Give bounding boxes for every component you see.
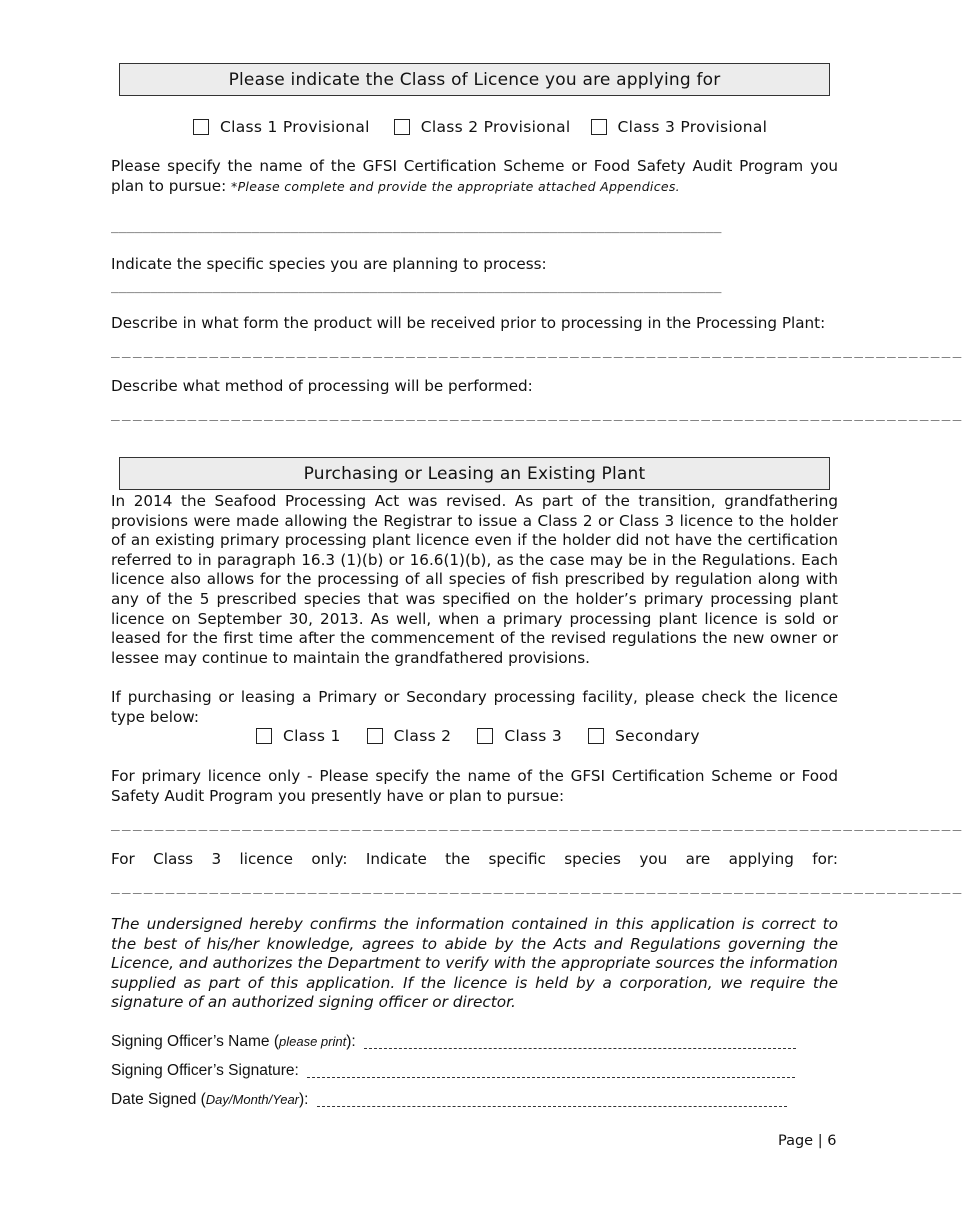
class2-provisional-checkbox[interactable] bbox=[394, 119, 410, 135]
gfsi-question-text: Please specify the name of the GFSI Certification Scheme or Food Safety Audit Program you plan to pursue: bbox=[111, 157, 838, 195]
officer-name-close: ): bbox=[346, 1033, 356, 1050]
product-form-label: Describe in what form the product will be received prior to processing in the Processing Plant: bbox=[111, 314, 826, 332]
class-provisional-options bbox=[193, 118, 767, 136]
species-label: Indicate the specific species you are planning to process: bbox=[111, 255, 547, 273]
class1-provisional-label: Class 1 Provisional bbox=[220, 118, 370, 136]
class1-provisional-checkbox[interactable] bbox=[193, 119, 209, 135]
secondary-checkbox[interactable] bbox=[588, 728, 604, 744]
secondary-label: Secondary bbox=[615, 727, 700, 745]
date-signed-field[interactable] bbox=[317, 1105, 787, 1107]
class2-provisional-label: Class 2 Provisional bbox=[420, 118, 571, 136]
species-answer-line[interactable]: ______________________________________________________________________________ bbox=[111, 279, 722, 294]
officer-name-row bbox=[111, 1033, 796, 1051]
date-signed-label: Date Signed ( bbox=[111, 1091, 206, 1108]
class-licence-header-text: Please indicate the Class of Licence you are applying for bbox=[228, 70, 721, 90]
page-number: Page | 6 bbox=[778, 1133, 837, 1149]
class2-label: Class 2 bbox=[393, 727, 452, 745]
officer-name-hint: please print bbox=[279, 1034, 347, 1049]
officer-signature-field[interactable] bbox=[307, 1076, 795, 1078]
primary-licence-answer-line[interactable]: ______________________________________________________________________________ bbox=[111, 815, 964, 831]
class3-provisional-label: Class 3 Provisional bbox=[617, 118, 768, 136]
class3-question: For Class 3 licence only: Indicate the specific species you are applying for: bbox=[111, 850, 838, 868]
purchasing-leasing-header-text: Purchasing or Leasing an Existing Plant bbox=[303, 464, 646, 484]
class1-provisional-option[interactable] bbox=[193, 118, 370, 136]
class2-option[interactable] bbox=[367, 727, 452, 745]
licence-type-options bbox=[256, 727, 700, 745]
officer-signature-label: Signing Officer’s Signature: bbox=[111, 1062, 299, 1079]
gfsi-question bbox=[111, 157, 838, 196]
processing-method-label: Describe what method of processing will be performed: bbox=[111, 377, 533, 395]
class-licence-header bbox=[119, 63, 830, 96]
secondary-option[interactable] bbox=[588, 727, 700, 745]
class3-answer-line[interactable]: ______________________________________________________________________________ bbox=[111, 878, 964, 894]
product-form-answer-line[interactable]: ______________________________________________________________________________ bbox=[111, 342, 964, 358]
grandfathering-paragraph: In 2014 the Seafood Processing Act was revised. As part of the transition, grandfathering provisions were made allowing the Registrar to issue a Class 2 or Class 3 licence to the holder of an existing primary processing plant licence even if the holder did not have the certification referred to in paragraph 16.3 (1)(b) or 16.6(1)(b), as the case may be in the Regulations. Each licence also allows for the processing of all species of fish prescribed by regulation along with any of the 5 prescribed species that was specified on the holder’s primary processing plant licence on September 30, 2013. As well, when a primary processing plant licence is sold or leased for the first time after the commencement of the revised regulations the new owner or lessee may continue to maintain the grandfathered provisions. bbox=[111, 492, 838, 667]
purchasing-leasing-header bbox=[119, 457, 830, 490]
gfsi-answer-line[interactable]: ______________________________________________________________________________ bbox=[111, 219, 722, 234]
class3-provisional-checkbox[interactable] bbox=[591, 119, 607, 135]
class3-checkbox[interactable] bbox=[477, 728, 493, 744]
class3-option[interactable] bbox=[477, 727, 562, 745]
primary-licence-question: For primary licence only - Please specify the name of the GFSI Certification Scheme or Food Safety Audit Program you presently have or plan to pursue: bbox=[111, 767, 838, 805]
date-signed-hint: Day/Month/Year bbox=[205, 1092, 299, 1107]
officer-name-label: Signing Officer’s Name ( bbox=[111, 1033, 279, 1050]
class1-option[interactable] bbox=[256, 727, 341, 745]
class3-label: Class 3 bbox=[504, 727, 563, 745]
date-signed-close: ): bbox=[299, 1091, 309, 1108]
licence-type-prompt: If purchasing or leasing a Primary or Secondary processing facility, please check the licence type below: bbox=[111, 688, 838, 726]
class2-checkbox[interactable] bbox=[367, 728, 383, 744]
gfsi-note: *Please complete and provide the appropriate attached Appendices. bbox=[231, 178, 680, 194]
processing-method-answer-line[interactable]: ______________________________________________________________________________ bbox=[111, 405, 964, 421]
class1-checkbox[interactable] bbox=[256, 728, 272, 744]
officer-name-field[interactable] bbox=[364, 1047, 796, 1049]
date-signed-row bbox=[111, 1091, 787, 1109]
class3-provisional-option[interactable] bbox=[591, 118, 768, 136]
class1-label: Class 1 bbox=[283, 727, 341, 745]
declaration-paragraph: The undersigned hereby confirms the information contained in this application is correct to the best of his/her knowledge, agrees to abide by the Acts and Regulations governing the Licence, and authorizes the Department to verify with the appropriate sources the information supplied as part of this application. If the licence is held by a corporation, we require the signature of an authorized signing officer or director. bbox=[111, 915, 838, 1012]
class2-provisional-option[interactable] bbox=[394, 118, 571, 136]
officer-signature-row bbox=[111, 1062, 795, 1080]
